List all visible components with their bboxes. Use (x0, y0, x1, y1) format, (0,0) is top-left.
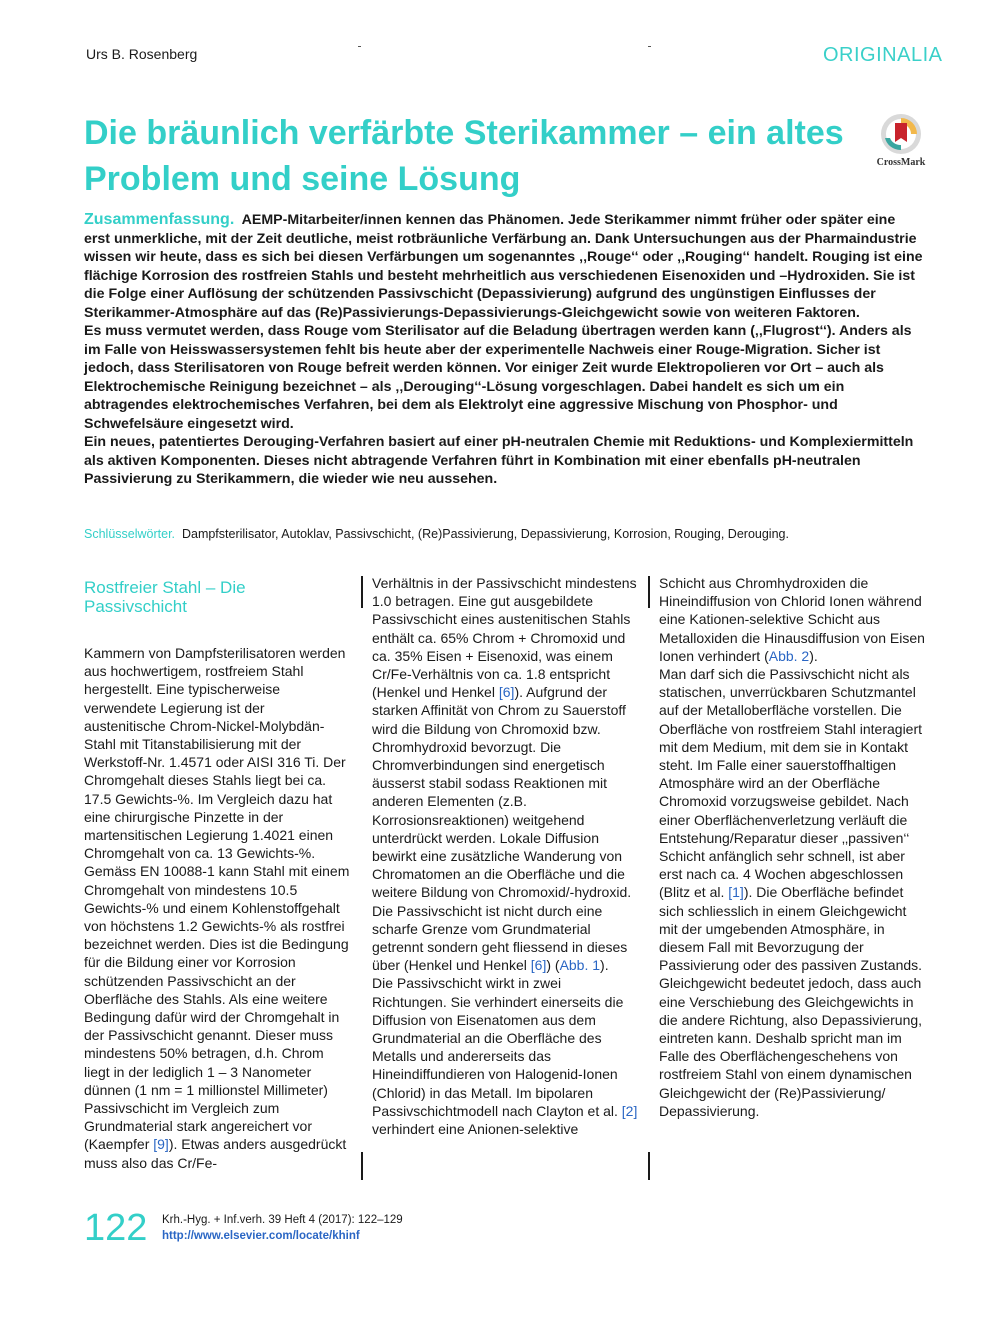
journal-url-link[interactable]: http://www.elsevier.com/locate/khinf (162, 1230, 360, 1242)
body-paragraph (84, 644, 350, 1172)
figure-link[interactable]: Abb. 2 (768, 647, 810, 664)
keywords (84, 525, 934, 543)
keywords-text: Dampfsterilisator, Autoklav, Passivschicht, (Re)Passivierung, Depassivierung, Korrosion, Rouging, Derouging. (181, 527, 789, 541)
body-text: Kammern von Dampfsterilisatoren werden aus hochwertigem, rostfreiem Stahl hergestellt. Eine typischerweise verwendete Legierung ist der austenitische Chrom-Nickel-Molybdän-Stahl mit Titanstabilisierung mit der Werkstoff-Nr. 1.4571 oder AISI 316 Ti. Der Chromgehalt dieses Stahls liegt bei ca. 17.5 Gewichts-%. Im Vergleich dazu hat eine chirurgische Pinzette in der martensitischen Legierung 1.4021 einen Chromgehalt von ca. 13 Gewichts-%. Gemäss EN 10088-1 kann Stahl mit einem Chromgehalt von mindestens 10.5 Gewichts-% und einem Kohlenstoffgehalt von höchstens 1.2 Gewichts-% als rostfrei bezeichnet werden. Dies ist die Bedingung für die Bildung einer vor Korrosion schützenden Passivschicht an der Oberfläche des Stahls. Als eine weitere Bedingung dafür wird der Chromgehalt in der Passivschicht genannt. Dieser muss mindestens 50% betragen, d.h. Chrom liegt in der lediglich 1 – 3 Nanometer dünnen (1 nm = 1 millionstel Millimeter) Passivschicht im Vergleich zum Grundmaterial stark angereichert vor (Kaempfer (84, 645, 350, 1153)
column-divider (648, 1152, 650, 1180)
body-paragraph (659, 665, 927, 1120)
column-divider (648, 576, 650, 608)
body-paragraph (372, 974, 638, 1138)
body-text: Schicht aus Chromhydroxiden die Hineindiffusion von Chlorid Ionen während eine Kationen-selektive Schicht aus Metalloxiden die Hinausdiffusion von Eisen Ionen verhindert ( (659, 575, 925, 664)
keywords-label: Schlüsselwörter. (84, 527, 176, 541)
article-title: Die bräunlich verfärbte Sterikammer – ein altes Problem und seine Lösung (84, 114, 844, 198)
body-text: ). (600, 957, 609, 974)
section-label: ORIGINALIA (823, 44, 943, 66)
abstract-paragraph (84, 211, 924, 322)
citation-link[interactable]: [9] (153, 1136, 169, 1153)
body-text: ) ( (546, 957, 560, 974)
body-text: ). Aufgrund der starken Affinität von Chrom zu Sauerstoff wird die Bildung von Chromoxid bzw. Chromhydroxid bevorzugt. Die Chromverbindungen sind energetisch äusserst stabil sodass Reaktionen mit anderen Elementen (z.B. Korrosionsreaktionen) weitgehend unterdrückt werden. Lokale Diffusion bewirkt eine zusätzliche Wanderung von Chromatomen an die Oberfläche und die weitere Bildung von Chromoxid/-hydroxid. Die Passivschicht ist nicht durch eine scharfe Grenze vom Grundmaterial getrennt sondern geht fliessend in dieses über (Henkel und Henkel (372, 684, 632, 974)
crossmark-label: CrossMark (876, 157, 926, 168)
body-text: Die Passivschicht wirkt in zwei Richtungen. Sie verhindert einerseits die Diffusion von Eisenatomen aus dem Grundmaterial an die Oberfläche des Metalls und andererseits das Hineindiffundieren von Halogenid-Ionen (Chlorid) in das Metall. Im bipolaren Passivschichtmodell nach Clayton et al. (372, 975, 624, 1119)
author-name: Urs B. Rosenberg (86, 46, 198, 62)
figure-link[interactable]: Abb. 1 (559, 957, 601, 974)
crossmark-icon (873, 112, 929, 158)
column-1 (84, 574, 350, 1172)
crop-mark (358, 46, 361, 47)
column-2 (372, 574, 638, 1138)
body-text: Verhältnis in der Passivschicht mindestens 1.0 betragen. Eine gut ausgebildete Passivschicht eines austenitischen Stahls enthält ca. 65% Chrom + Chromoxid und ca. 35% Eisen + Eisenoxid, was einem Cr/Fe-Verhältnis von ca. 1.8 entspricht (Henkel und Henkel (372, 575, 637, 701)
column-divider (361, 576, 363, 608)
section-heading: Rostfreier Stahl – Die Passivschicht (84, 578, 246, 616)
journal-citation: Krh.-Hyg. + Inf.verh. 39 Heft 4 (2017): 122–129 (162, 1214, 403, 1226)
page-number: 122 (84, 1207, 148, 1249)
body-paragraph (659, 574, 927, 665)
abstract-text: AEMP-Mitarbeiter/innen kennen das Phänomen. Jede Sterikammer nimmt früher oder später eine erst unmerkliche, mit der Zeit deutliche, meist rotbräunliche Verfärbung an. Dank Untersuchungen aus der Pharmaindustrie wissen wir heute, dass es sich bei diesen Verfärbungen um sogenanntes ‚‚Rouge‘‘ oder ‚‚Rouging‘‘ handelt. Rouging ist eine flächige Korrosion des rostfreien Stahls und besteht mehrheitlich aus verschiedenen Eisenoxiden und –Hydroxiden. Sie ist die Folge einer Auflösung der schützenden Passivschicht (Depassivierung) aufgrund des ungünstigen Einflusses der Sterikammer-Atmosphäre auf das (Re)Passivierungs-Depassivierungs-Gleichgewicht sowie von weiteren Faktoren. (84, 212, 923, 321)
citation-link[interactable]: [6] (530, 957, 547, 974)
abstract-paragraph: Ein neues, patentiertes Derouging-Verfahren basiert auf einer pH-neutralen Chemie mit Reduktions- und Komplexiermitteln als aktiven Komponenten. Dieses nicht abtragende Verfahren führt in Kombination mit einer ebenfalls pH-neutralen Passivierung zu Sterikammern, die wieder wie neu aussehen. (84, 434, 914, 487)
abstract-paragraph: Es muss vermutet werden, dass Rouge vom Sterilisator auf die Beladung übertragen werden kann (‚‚Flugrost‘‘). Anders als im Falle von Heisswassersystemen fehlt bis heute aber der experimentelle Nachweis einer Rouge-Migration. Sicher ist jedoch, dass Sterilisatoren von Rouge befreit werden können. Vor einiger Zeit wurde Elektropolieren vor Ort – auch als Elektrochemische Reinigung bezeichnet – als ‚‚Derouging‘‘-Lösung vorgeschlagen. Dabei handelt es sich um ein abtragendes elektrochemisches Verfahren, bei dem als Elektrolyt eine aggressive Mischung von Phosphor- und Schwefelsäure eingesetzt wird. (84, 323, 912, 432)
citation-link[interactable]: [6] (498, 684, 515, 701)
body-paragraph (372, 574, 638, 974)
body-text: Man darf sich die Passivschicht nicht als statischen, unverrückbaren Schutzmantel auf der Metalloberfläche vorstellen. Die Oberfläche von rostfreiem Stahl interagiert mit dem Medium, mit dem sie in Kontakt steht. Im Falle einer sauerstoffhaltigen Atmosphäre wird an der Oberfläche Chromoxid vorzugsweise gebildet. Nach einer Oberflächenverletzung verläuft die Entstehung/Reparatur dieser ‚‚passiven‘‘ Schicht anfänglich sehr schnell, ist aber erst nach ca. 4 Wochen abgeschlossen (Blitz et al. (659, 666, 923, 901)
body-text: ). (809, 647, 818, 664)
abstract (84, 211, 924, 489)
crop-mark (648, 46, 651, 47)
column-3 (659, 574, 927, 1120)
body-text: verhindert eine Anionen-selektive (372, 1121, 579, 1138)
crossmark-badge[interactable] (873, 112, 929, 172)
column-divider (361, 1152, 363, 1180)
citation-link[interactable]: [2] (621, 1102, 638, 1119)
abstract-label: Zusammenfassung. (84, 211, 235, 228)
body-text: ). Die Oberfläche befindet sich schliesslich in einem Gleichgewicht mit der umgebenden Atmosphäre, in diesem Fall mit Bevorzugung der Passivierung oder des passiven Zustands. Gleichgewicht bedeutet jedoch, dass auch eine Verschiebung des Gleichgewichts in die andere Richtung, also Depassivierung, eintreten kann. Deshalb spricht man im Falle des Oberflächengeschehens von rostfreiem Stahl von einem dynamischen Gleichgewicht der (Re)Passivierung/ Depassivierung. (659, 884, 923, 1119)
body-text: ). Etwas anders ausgedrückt muss also das Cr/Fe- (84, 1136, 347, 1171)
citation-link[interactable]: [1] (728, 884, 744, 901)
